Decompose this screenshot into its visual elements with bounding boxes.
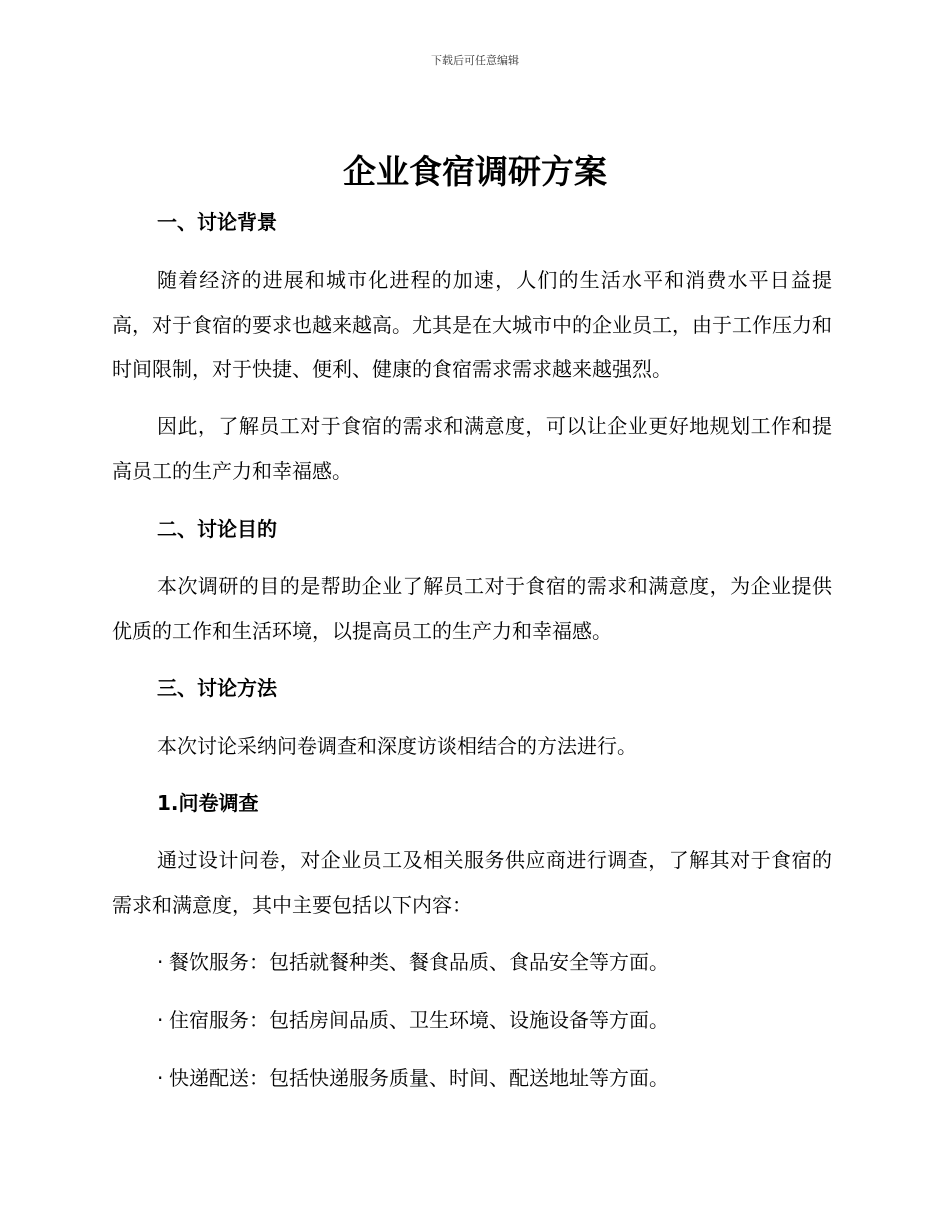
background-paragraph-1: 随着经济的进展和城市化进程的加速，人们的生活水平和消费水平日益提高，对于食宿的要求也越来越高。尤其是在大城市中的企业员工，由于工作压力和时间限制，对于快捷、便利、健康的食宿需求需求越来越强烈。 [112, 268, 832, 381]
bullet-dot-icon: · [157, 950, 164, 974]
section-heading-purpose: 二、讨论目的 [157, 517, 277, 541]
bullet-text: 餐饮服务：包括就餐种类、餐食品质、食品安全等方面。 [169, 950, 669, 974]
section-heading-background: 一、讨论背景 [157, 210, 277, 234]
method-paragraph: 本次讨论采纳问卷调查和深度访谈相结合的方法进行。 [157, 734, 637, 758]
background-paragraph-2: 因此，了解员工对于食宿的需求和满意度，可以让企业更好地规划工作和提高员工的生产力和幸福感。 [112, 414, 832, 483]
bullet-text: 住宿服务：包括房间品质、卫生环境、设施设备等方面。 [169, 1008, 669, 1032]
page-header-note: 下载后可任意编辑 [431, 54, 519, 67]
bullet-item-catering [157, 948, 669, 976]
bullet-item-lodging [157, 1006, 669, 1034]
section-heading-method: 三、讨论方法 [157, 676, 277, 700]
bullet-dot-icon: · [157, 1066, 164, 1090]
subsection-heading-survey: 1.问卷调查 [157, 791, 259, 815]
purpose-paragraph: 本次调研的目的是帮助企业了解员工对于食宿的需求和满意度，为企业提供优质的工作和生活环境，以提高员工的生产力和幸福感。 [112, 574, 832, 643]
document-title: 企业食宿调研方案 [343, 152, 607, 191]
bullet-text: 快递配送：包括快递服务质量、时间、配送地址等方面。 [169, 1066, 669, 1090]
bullet-item-delivery [157, 1064, 669, 1092]
bullet-dot-icon: · [157, 1008, 164, 1032]
survey-paragraph: 通过设计问卷，对企业员工及相关服务供应商进行调查，了解其对于食宿的需求和满意度，其中主要包括以下内容： [112, 848, 832, 917]
